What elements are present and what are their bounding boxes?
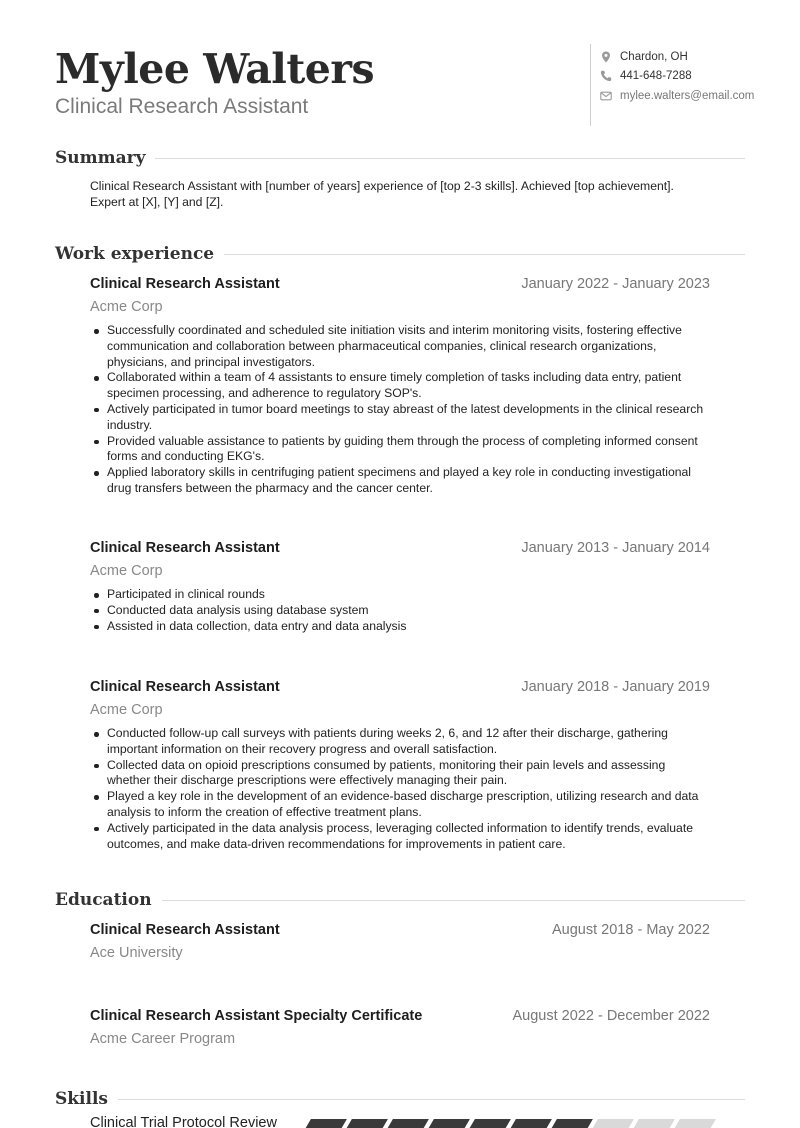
skill-segment-filled	[469, 1119, 511, 1128]
work-title: Work experience	[55, 244, 215, 264]
job-entry-3	[90, 679, 710, 852]
candidate-name: Mylee Walters	[55, 45, 375, 93]
skill-segment-filled	[551, 1119, 593, 1128]
job-dates: January 2013 - January 2014	[521, 540, 710, 556]
school-name: Ace University	[90, 945, 183, 961]
section-divider	[162, 900, 745, 901]
degree-title: Clinical Research Assistant	[90, 922, 280, 938]
school-name: Acme Career Program	[90, 1031, 236, 1047]
job-bullet: Actively participated in the data analysis process, leveraging collected information to identify trends, evaluate outcomes, and make data-driven recommendations for improvements in patient care.	[90, 821, 710, 853]
degree-title: Clinical Research Assistant Specialty Certificate	[90, 1008, 423, 1024]
contact-email	[600, 86, 754, 106]
email-icon	[600, 90, 612, 102]
phone-text: 441-648-7288	[620, 70, 692, 83]
summary-title: Summary	[55, 148, 146, 168]
job-title: Clinical Research Assistant	[90, 540, 280, 556]
skills-heading	[55, 1089, 745, 1109]
education-heading	[55, 890, 745, 910]
summary-text: Clinical Research Assistant with [number of years] experience of [top 2-3 skills]. Achieved [top achievement]. Expert at [X], [Y] and [Z].	[90, 179, 674, 209]
skills-title: Skills	[55, 1089, 109, 1109]
contact-phone	[600, 67, 754, 87]
job-bullet: Conducted data analysis using database system	[90, 603, 710, 619]
contact-block	[590, 44, 754, 126]
candidate-role: Clinical Research Assistant	[55, 95, 309, 118]
resume-header	[55, 44, 755, 130]
section-divider	[224, 254, 745, 255]
education-title: Education	[55, 890, 152, 910]
job-dates: January 2018 - January 2019	[521, 679, 710, 695]
job-bullet: Successfully coordinated and scheduled site initiation visits and interim monitoring visits, fostering effective communication and collaboration between pharmaceutical companies, clinical research organizations, physicians, and principal investigators.	[90, 323, 710, 370]
job-bullets	[90, 587, 710, 634]
job-company: Acme Corp	[90, 702, 163, 718]
skill-segment-empty	[633, 1119, 675, 1128]
job-bullets	[90, 323, 710, 497]
job-entry-1	[90, 276, 710, 497]
section-divider	[118, 1099, 745, 1100]
job-bullet: Played a key role in the development of an evidence-based discharge prescription, utilizing research and data analysis to inform the creation of effective treatment plans.	[90, 789, 710, 821]
email-text[interactable]: mylee.walters@email.com	[620, 89, 755, 102]
skill-row	[90, 1115, 720, 1128]
job-title: Clinical Research Assistant	[90, 679, 280, 695]
education-entry-2	[90, 1008, 710, 1053]
job-company: Acme Corp	[90, 299, 163, 315]
job-bullet: Provided valuable assistance to patients by guiding them through the process of completing informed consent forms and conducting EKG's.	[90, 434, 710, 466]
job-company: Acme Corp	[90, 563, 163, 579]
job-bullet: Collected data on opioid prescriptions consumed by patients, monitoring their pain levels and assessing whether their discharge prescriptions were effectively managing their pain.	[90, 758, 710, 790]
contact-location	[600, 47, 754, 67]
section-divider	[155, 158, 745, 159]
job-bullet: Conducted follow-up call surveys with patients during weeks 2, 6, and 12 after their discharge, gathering important information on their recovery progress and overall satisfaction.	[90, 726, 710, 758]
work-heading	[55, 244, 745, 264]
skill-segment-filled	[305, 1119, 347, 1128]
education-entry-1	[90, 922, 710, 967]
skill-segment-filled	[346, 1119, 388, 1128]
skill-segment-filled	[387, 1119, 429, 1128]
education-dates: August 2018 - May 2022	[552, 922, 710, 938]
job-bullet: Collaborated within a team of 4 assistants to ensure timely completion of tasks including data entry, patient specimen processing, and adherence to regulatory SOP's.	[90, 370, 710, 402]
location-text: Chardon, OH	[620, 50, 688, 63]
skill-level-meter	[308, 1119, 718, 1128]
job-bullet: Assisted in data collection, data entry and data analysis	[90, 619, 710, 635]
job-title: Clinical Research Assistant	[90, 276, 280, 292]
job-bullet: Applied laboratory skills in centrifuging patient specimens and played a key role in conducting investigational drug transfers between the pharmacy and the cancer center.	[90, 465, 710, 497]
job-bullet: Participated in clinical rounds	[90, 587, 710, 603]
summary-heading	[55, 148, 745, 168]
job-bullet: Actively participated in tumor board meetings to stay abreast of the latest developments in the clinical research industry.	[90, 402, 710, 434]
location-pin-icon	[600, 51, 612, 63]
education-dates: August 2022 - December 2022	[512, 1008, 710, 1024]
skill-segment-empty	[674, 1119, 716, 1128]
skill-segment-empty	[592, 1119, 634, 1128]
skill-name: Clinical Trial Protocol Review	[90, 1115, 277, 1128]
phone-icon	[600, 70, 612, 82]
job-bullets	[90, 726, 710, 852]
job-entry-2	[90, 540, 710, 634]
skill-segment-filled	[428, 1119, 470, 1128]
job-dates: January 2022 - January 2023	[521, 276, 710, 292]
skill-segment-filled	[510, 1119, 552, 1128]
